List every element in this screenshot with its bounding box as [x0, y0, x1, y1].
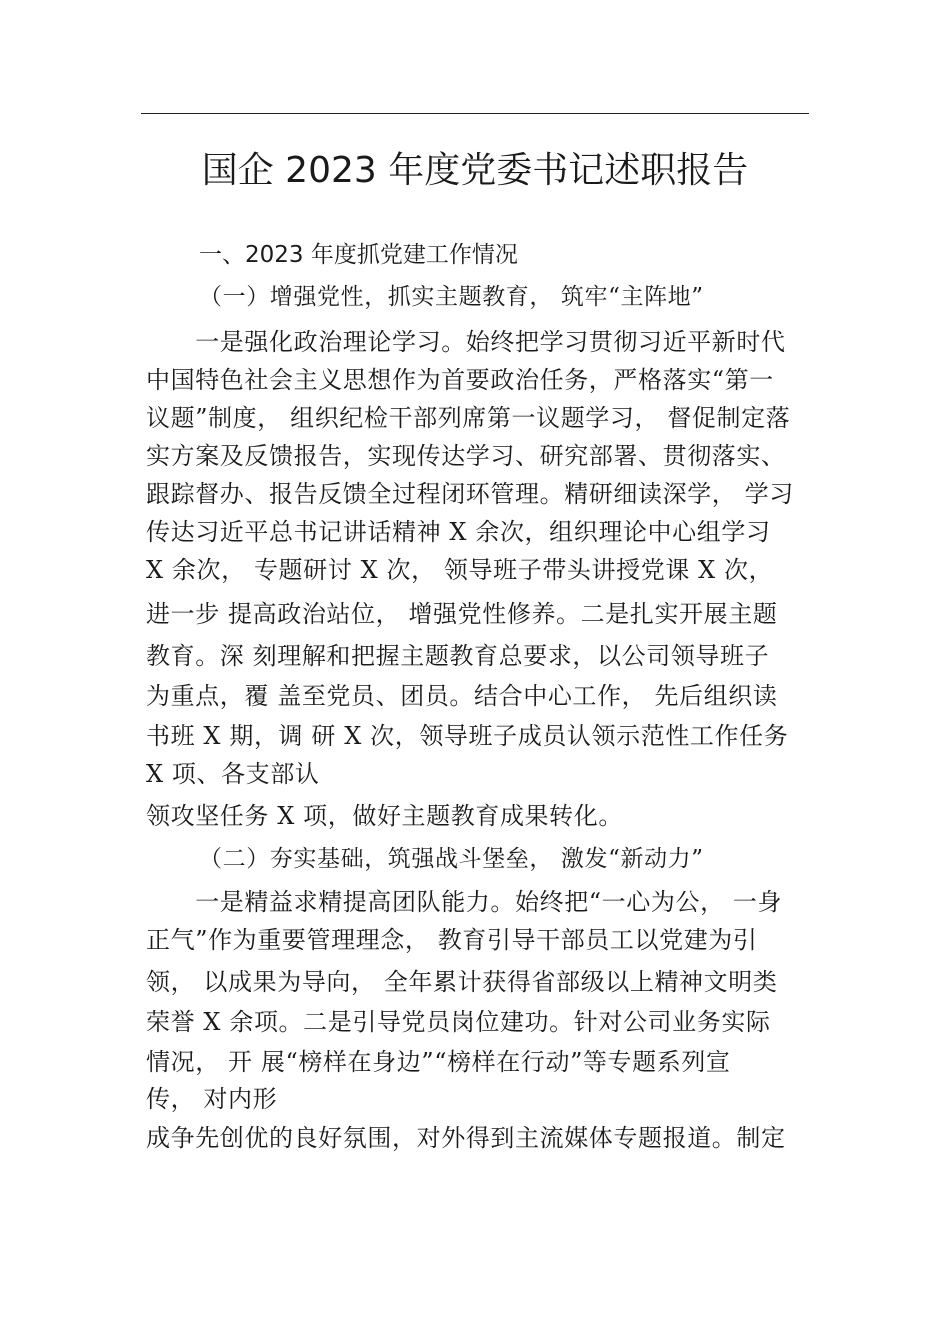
paragraph-line: 领攻坚任务 X 项，做好主题教育成果转化。 [146, 802, 623, 830]
paragraph-line: X 余次， 专题研讨 X 次， 领导班子带头讲授党课 X 次， [146, 556, 774, 584]
paragraph-line: 传， 对内形 [146, 1085, 278, 1113]
paragraph-line: 成争先创优的良好氛围，对外得到主流媒体专题报道。制定 [146, 1124, 786, 1152]
paragraph-line: 正气”作为重要管理理念， 教育引导干部员工以党建为引 [146, 926, 758, 954]
paragraph-line: X 项、各支部认 [146, 760, 320, 788]
paragraph-line: 中国特色社会主义思想作为首要政治任务，严格落实“第一 [146, 366, 774, 394]
paragraph-line: 传达习近平总书记讲话精神 X 余次，组织理论中心组学习 [146, 518, 771, 546]
paragraph-line: 领， 以成果为导向， 全年累计获得省部级以上精神文明类 [146, 968, 778, 996]
paragraph-line: 书班 X 期，调 研 X 次，领导班子成员认领示范性工作任务 [146, 722, 789, 750]
paragraph-line: 议题”制度， 组织纪检干部列席第一议题学习， 督促制定落 [146, 404, 791, 432]
paragraph-line: 跟踪督办、报告反馈全过程闭环管理。精研细读深学， 学习 [146, 480, 794, 508]
document-title: 国企 2023 年度党委书记述职报告 [201, 150, 749, 191]
paragraph-line: 情况， 开 展“榜样在身边”“榜样在行动”等专题系列宣 [146, 1048, 731, 1076]
paragraph-line: 一是强化政治理论学习。始终把学习贯彻习近平新时代 [146, 328, 786, 356]
subsection-heading-1: （一）增强党性，抓实主题教育， 筑牢“主阵地” [199, 284, 704, 310]
paragraph-line: 一是精益求精提高团队能力。始终把“一心为公， 一身 [146, 888, 783, 916]
paragraph-line: 教育。深 刻理解和把握主题教育总要求，以公司领导班子 [146, 642, 770, 670]
paragraph-line: 为重点，覆 盖至党员、团员。结合中心工作， 先后组织读 [146, 682, 778, 710]
section-heading: 一、2023 年度抓党建工作情况 [199, 242, 518, 268]
header-rule [141, 113, 809, 114]
paragraph-line: 荣誉 X 余项。二是引导党员岗位建功。针对公司业务实际 [146, 1008, 771, 1036]
paragraph-line: 进一步 提高政治站位， 增强党性修养。二是扎实开展主题 [146, 600, 778, 628]
subsection-heading-2: （二）夯实基础，筑强战斗堡垒， 激发“新动力” [199, 846, 704, 872]
paragraph-line: 实方案及反馈报告，实现传达学习、研究部署、贯彻落实、 [146, 442, 786, 470]
